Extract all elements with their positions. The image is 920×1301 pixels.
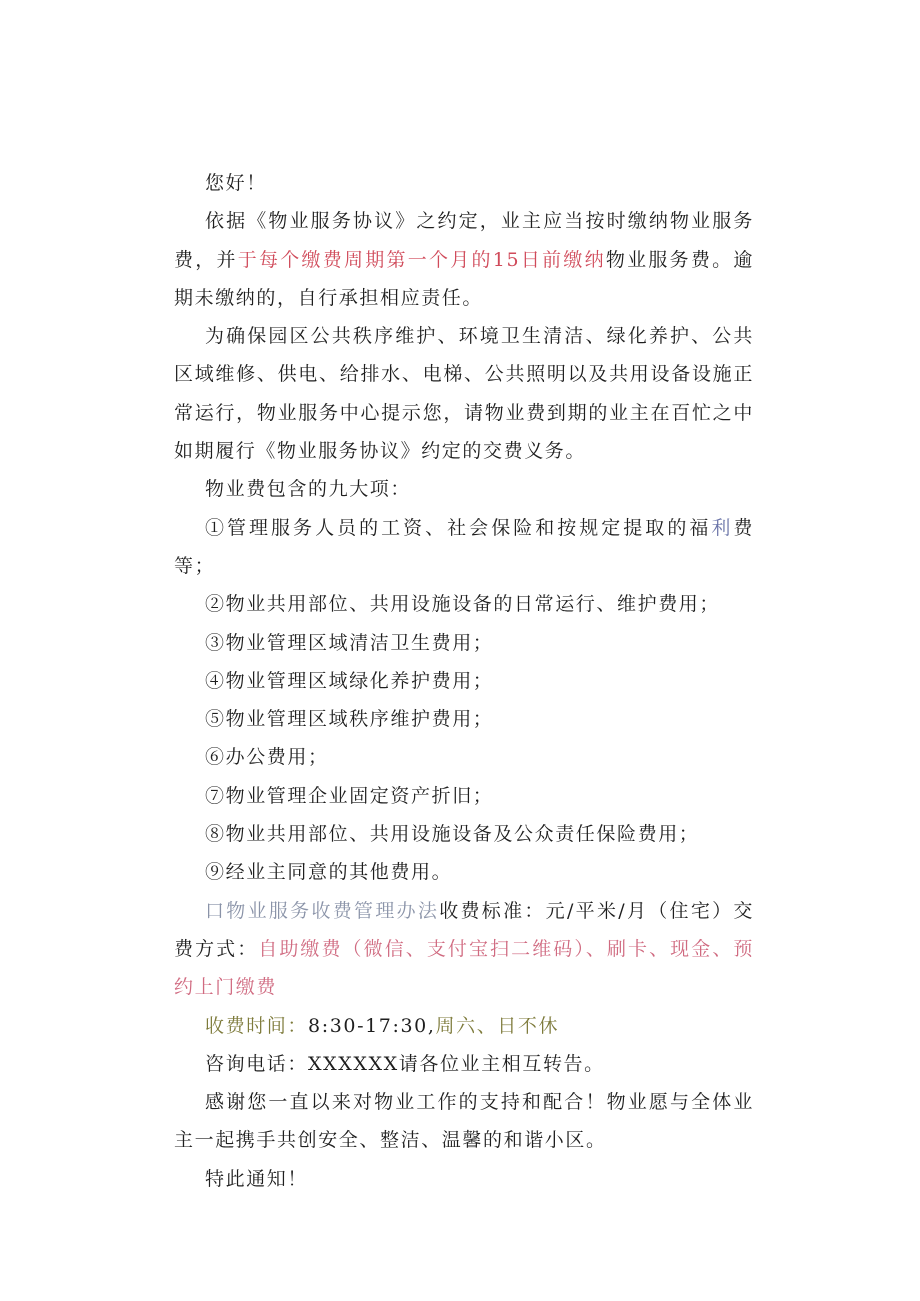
thanks-paragraph: 感谢您一直以来对物业工作的支持和配合！物业愿与全体业主一起携手共创安全、整洁、温馨的和谐小区。 (174, 1091, 754, 1152)
closing: 特此通知！ (205, 1167, 309, 1190)
fee-item-text: ①管理服务人员的工资、社会保险和按规定提取的福 (205, 516, 712, 539)
fee-item: ⑧物业共用部位、共用设施设备及公众责任保险费用； (205, 823, 700, 846)
contact-paragraph: 咨询电话：XXXXXX请各位业主相互转告。 (205, 1052, 605, 1075)
fee-item-text-end: 费等； (174, 516, 754, 577)
payment-deadline-paragraph (174, 202, 754, 317)
fee-hours-label: 收费时间： (205, 1014, 309, 1037)
fee-hours-paragraph (174, 1007, 754, 1045)
fee-item (174, 509, 754, 586)
fee-management-link[interactable]: 口物业服务收费管理办法 (205, 899, 440, 922)
fee-item: ⑥办公费用； (205, 746, 329, 769)
notice-document (174, 164, 754, 1198)
fee-standard-paragraph (174, 892, 754, 1007)
fee-item: ②物业共用部位、共用设施设备的日常运行、维护费用； (205, 593, 721, 616)
deadline-highlight: 于每个缴费周期第一个月的15日前缴纳 (237, 248, 606, 271)
fee-item: ④物业管理区域绿化养护费用； (205, 669, 494, 692)
deadline-text-start: 依据《物业服务协议》之约定，业主应当按时缴纳物业服务费，并 (174, 210, 754, 271)
service-reminder-paragraph: 为确保园区公共秩序维护、环境卫生清洁、绿化养护、公共区域维修、供电、给排水、电梯、公共照明以及共用设备设施正常运行，物业服务中心提示您，请物业费到期的业主在百忙之中如期履行《物业服务协议》约定的交费义务。 (174, 325, 754, 463)
fee-item: ⑦物业管理企业固定资产折旧； (205, 784, 494, 807)
items-heading: 物业费包含的九大项： (205, 478, 412, 501)
fee-item: ⑤物业管理区域秩序维护费用； (205, 708, 494, 731)
fee-standard-text: 收费标准：元/平米/月（住宅）交费方式： (174, 899, 754, 960)
greeting: 您好！ (205, 172, 267, 194)
fee-item: ③物业管理区域清洁卫生费用； (205, 631, 494, 654)
fee-hours-time: 8:30-17:30, (308, 1014, 436, 1037)
fee-item: ⑨经业主同意的其他费用。 (205, 861, 453, 884)
payment-methods: 自助缴费（微信、支付宝扫二维码）、刷卡、现金、预约上门缴费 (174, 937, 754, 999)
fee-hours-days: 周六、日不休 (435, 1014, 560, 1037)
fee-item-accent: 利 (711, 516, 734, 539)
deadline-text-end: 物业服务费。逾期未缴纳的，自行承担相应责任。 (174, 248, 754, 309)
